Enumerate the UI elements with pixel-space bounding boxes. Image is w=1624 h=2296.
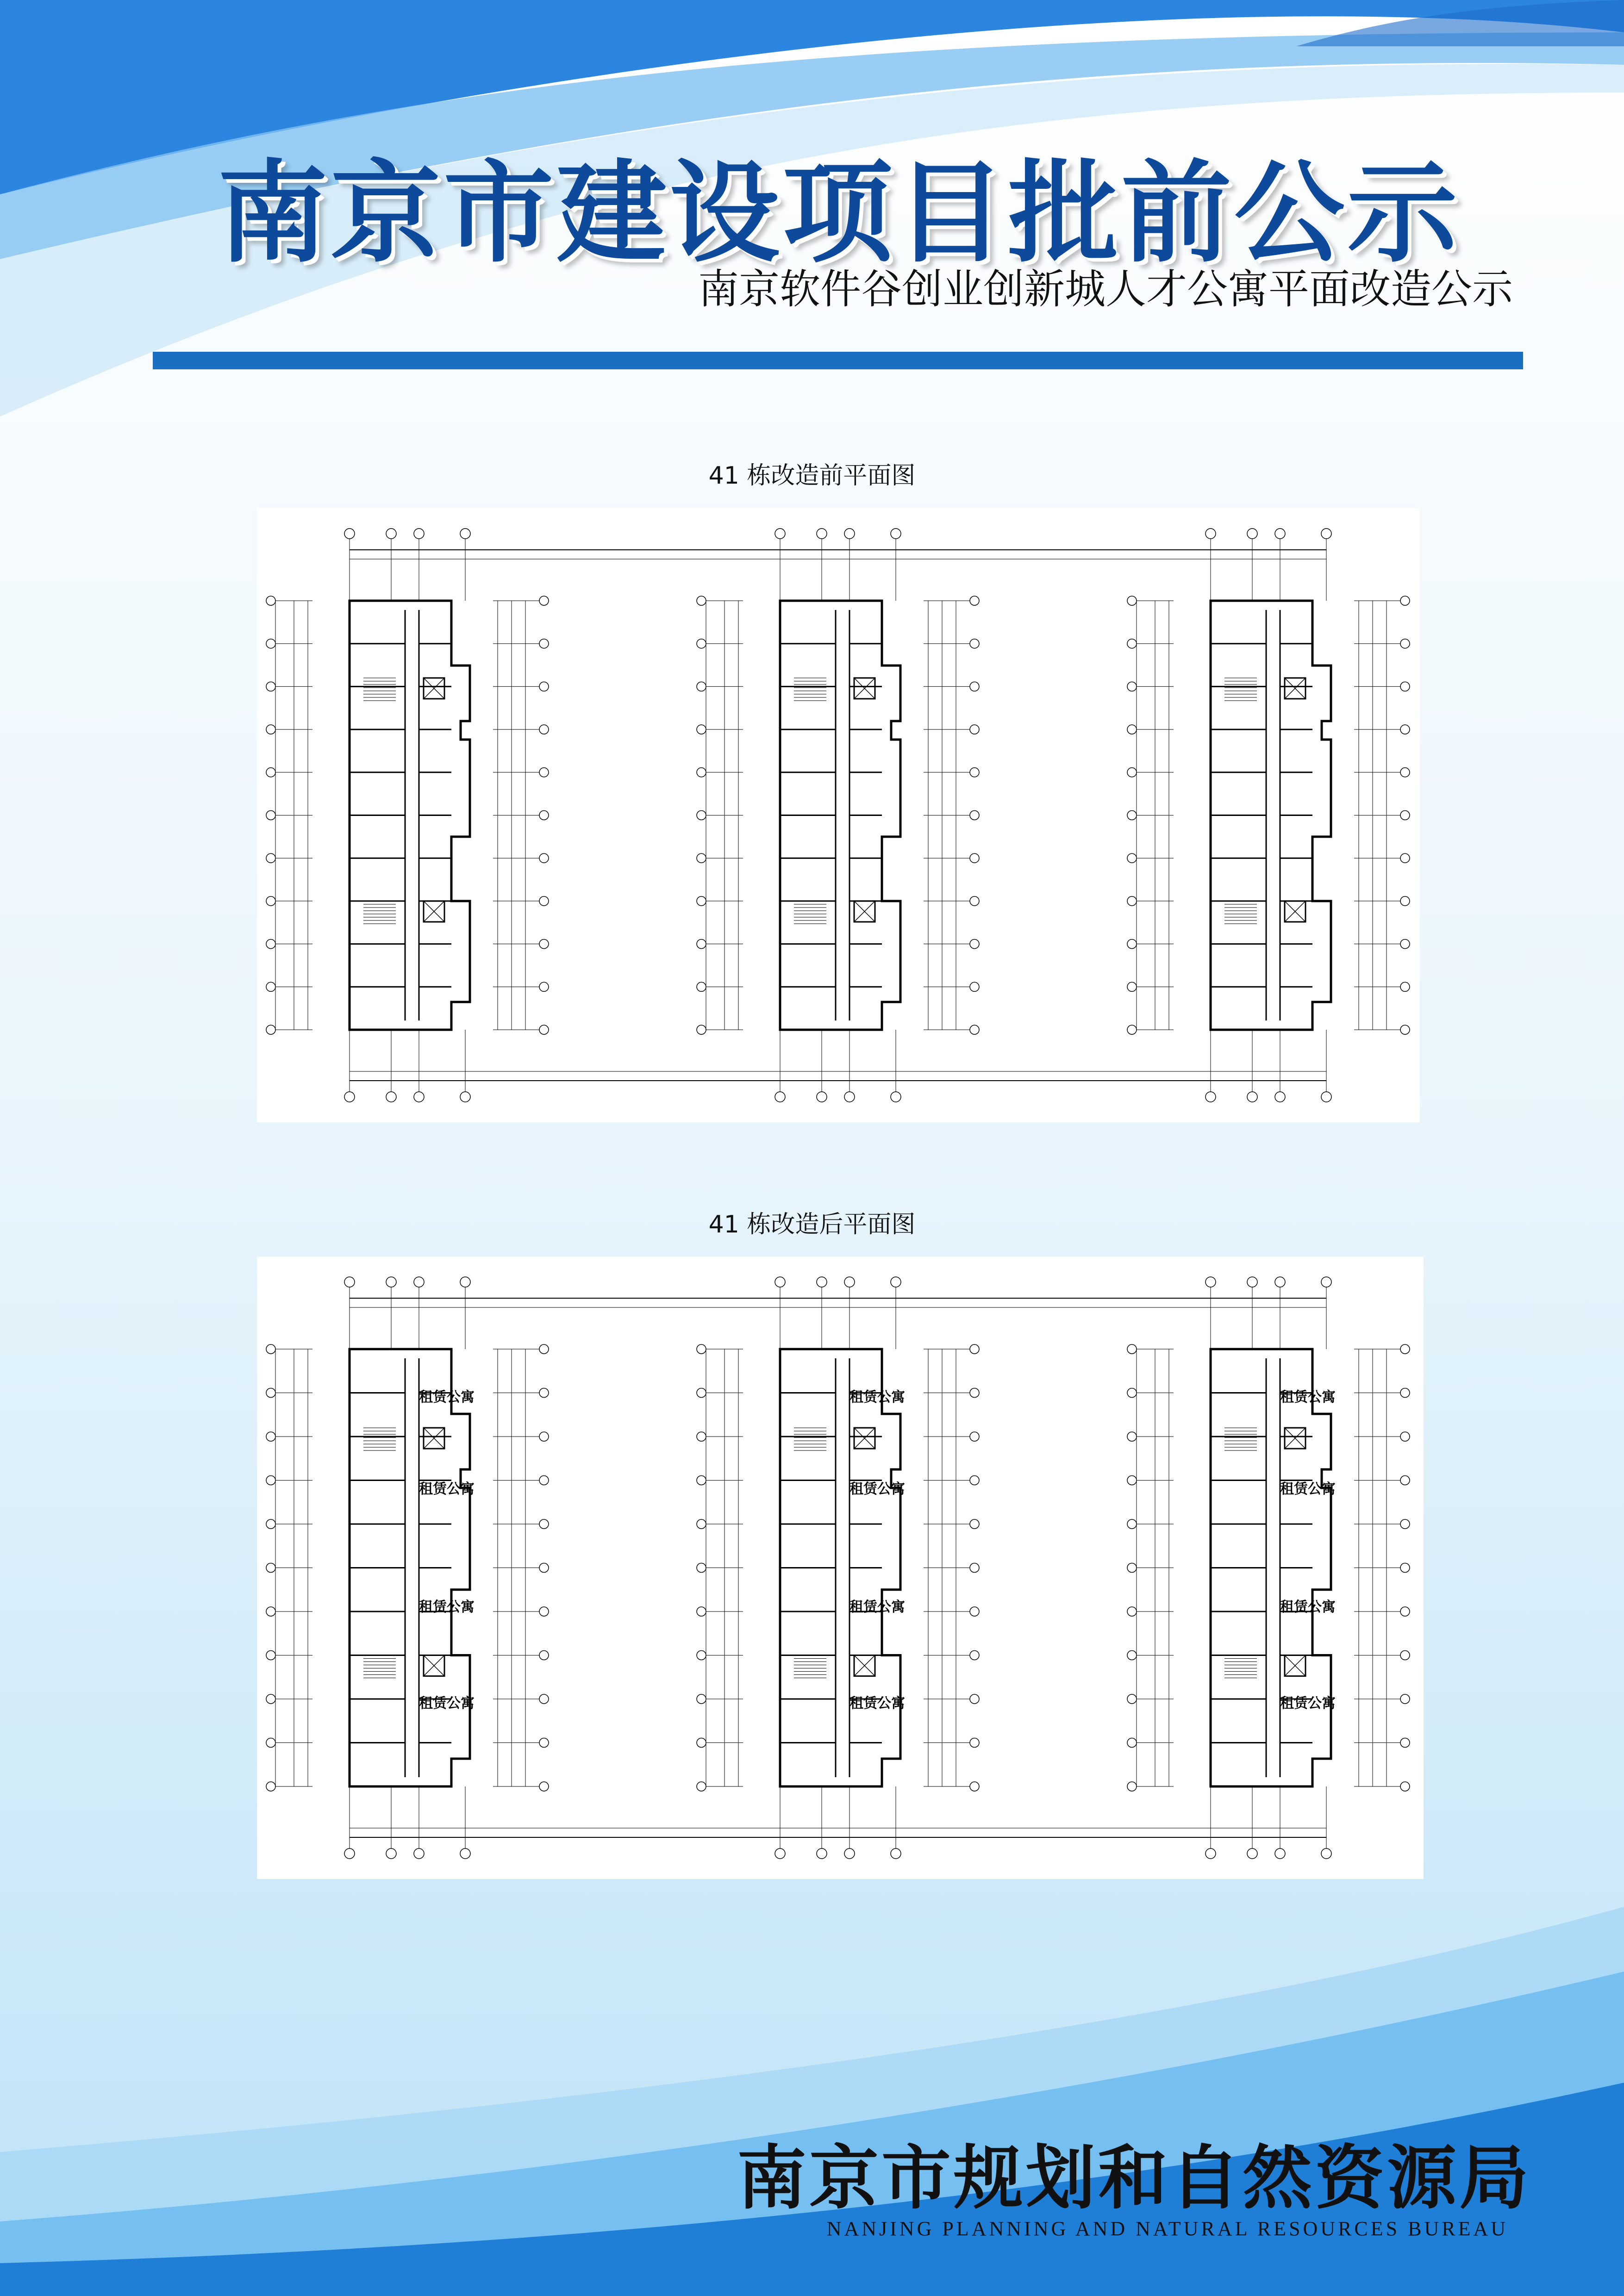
footer-organization-en: NANJING PLANNING AND NATURAL RESOURCES BUREAU <box>826 2217 1508 2240</box>
plan-caption-after: 41 栋改造后平面图 <box>708 1211 916 1238</box>
room-label: 租赁公寓 <box>419 1599 475 1615</box>
header-divider <box>153 352 1523 369</box>
floor-plan-before <box>257 508 1420 1122</box>
page-subtitle: 南京软件谷创业创新城人才公寓平面改造公示 <box>698 265 1513 313</box>
room-label: 租赁公寓 <box>849 1481 905 1497</box>
room-label: 租赁公寓 <box>1280 1599 1336 1615</box>
room-label: 租赁公寓 <box>419 1695 475 1711</box>
page-title: 南京市建设项目批前公示 <box>218 149 1460 278</box>
plan-caption-before: 41 栋改造前平面图 <box>708 462 916 490</box>
room-label: 租赁公寓 <box>419 1481 475 1497</box>
floor-plan-after <box>257 1257 1424 1879</box>
room-label: 租赁公寓 <box>849 1599 905 1615</box>
room-label: 租赁公寓 <box>1280 1389 1336 1406</box>
room-label: 租赁公寓 <box>1280 1481 1336 1497</box>
room-label: 租赁公寓 <box>1280 1695 1336 1711</box>
footer-organization: 南京市规划和自然资源局 <box>737 2137 1531 2219</box>
room-label: 租赁公寓 <box>849 1389 905 1406</box>
room-label: 租赁公寓 <box>849 1695 905 1711</box>
room-label: 租赁公寓 <box>419 1389 475 1406</box>
